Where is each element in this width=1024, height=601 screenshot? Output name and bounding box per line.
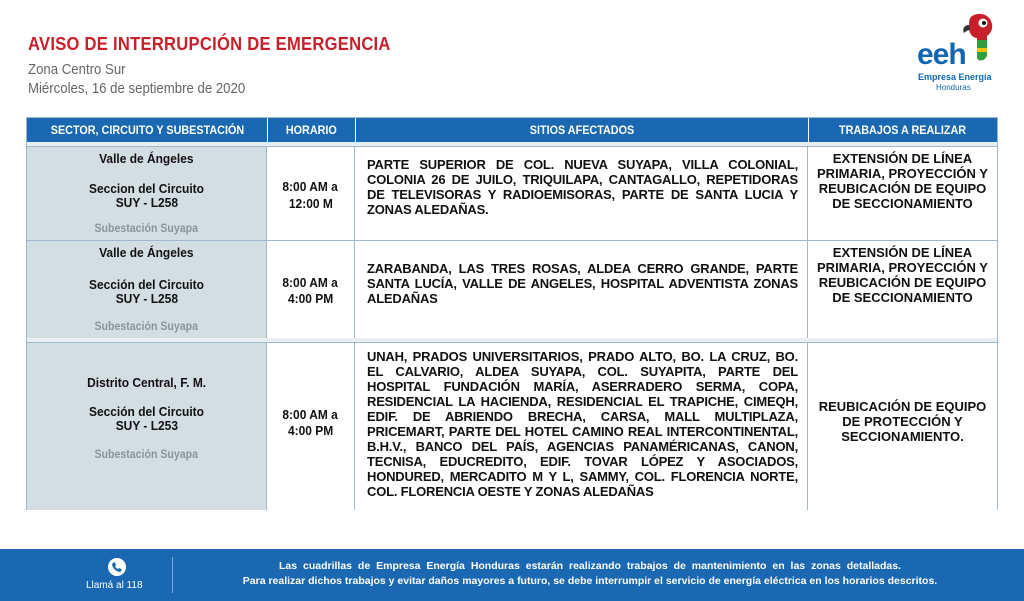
- works-cell: [808, 147, 997, 240]
- schedule-cell: [267, 343, 355, 510]
- schedule-cell: [267, 147, 355, 240]
- outage-table: [26, 117, 998, 510]
- table-row: [27, 342, 997, 510]
- footer-bar: [0, 549, 1024, 601]
- works-cell: [808, 241, 997, 338]
- substation-name: Subestación Suyapa: [94, 223, 199, 235]
- zone-label: Zona Centro Sur: [28, 61, 126, 78]
- notice-header: [28, 34, 422, 97]
- eeh-logo: [914, 12, 998, 100]
- header-sites: SITIOS AFECTADOS: [355, 118, 808, 142]
- time-end: 12:00 M: [288, 196, 333, 211]
- circuit-code: SUY - L258: [115, 195, 178, 210]
- logo-wordmark: eeh: [917, 38, 966, 71]
- header-schedule: HORARIO: [267, 118, 355, 142]
- sector-cell: [27, 147, 267, 240]
- sites-cell: [355, 343, 808, 510]
- phone-icon: [108, 558, 126, 576]
- date-label: Miércoles, 16 de septiembre de 2020: [28, 80, 246, 97]
- logo-country: Honduras: [936, 83, 971, 92]
- works-text: EXTENSIÓN DE LÍNEA PRIMARIA, PROYECCIÓN Y REUBICACIÓN DE EQUIPO DE SECCIONAMIENTO: [817, 151, 988, 211]
- sites-text: UNAH, PRADOS UNIVERSITARIOS, PRADO ALTO, BO. LA CRUZ, BO. EL CALVARIO, ALDEA SUYAPA, COL. SUYAPITA, PARTE DEL HOSPITAL FUNDACIÓN MARÍA, ASERRADERO SERMA, COPA, RESIDENCIAL LA HACIENDA, RESIDENCIAL EL TRAPICHE, CIMEQH, EDIF. DE ABRIENDO BRECHA, CARSA, MALL MULTIPLAZA, PRICEMART, PARTE DEL HOTEL CAMINO REAL INTERCONTINENTAL, B.H.V., BANCO DEL PAÍS, AGENCIAS PANAMÉRICANAS, CANON, TECNISA, EDUCREDITO, EDIF. TOVAR LÓPEZ Y ASOCIADOS, HONDURED, MERCADITO M Y L, SAMMY, COL. FLORENCIA NORTE, COL. FLORENCIA OESTE Y ZONAS ALEDAÑAS: [367, 349, 798, 499]
- header-works: TRABAJOS A REALIZAR: [808, 118, 997, 142]
- logo-company: Empresa Energía: [918, 72, 992, 82]
- works-text: EXTENSIÓN DE LÍNEA PRIMARIA, PROYECCIÓN Y REUBICACIÓN DE EQUIPO DE SECCIONAMIENTO: [817, 245, 988, 305]
- sites-cell: [355, 147, 808, 240]
- footer-message-2: Para realizar dichos trabajos y evitar daños mayores a futuro, se debe interrumpir el servicio de energía eléctrica en los horarios descritos.: [242, 575, 938, 587]
- circuit-label: Sección del Circuito: [88, 277, 204, 292]
- sector-cell: [27, 241, 267, 338]
- table-row: [27, 146, 997, 240]
- sites-text: ZARABANDA, LAS TRES ROSAS, ALDEA CERRO GRANDE, PARTE SANTA LUCÍA, VALLE DE ANGELES, HOSPITAL ADVENTISTA ZONAS ALEDAÑAS: [367, 261, 798, 306]
- footer-divider: [172, 557, 173, 593]
- substation-name: Subestación Suyapa: [94, 449, 199, 461]
- circuit-code: SUY - L258: [115, 291, 178, 306]
- time-start: 8:00 AM a: [282, 179, 339, 194]
- notice-title: AVISO DE INTERRUPCIÓN DE EMERGENCIA: [28, 34, 391, 54]
- works-cell: [808, 343, 997, 510]
- schedule-cell: [267, 241, 355, 338]
- substation-name: Subestación Suyapa: [94, 321, 199, 333]
- sector-name: Valle de Ángeles: [99, 151, 194, 166]
- works-text: REUBICACIÓN DE EQUIPO DE PROTECCIÓN Y SECCIONAMIENTO.: [818, 399, 987, 444]
- time-end: 4:00 PM: [287, 291, 334, 306]
- sector-cell: [27, 343, 267, 510]
- circuit-label: Seccion del Circuito: [88, 181, 204, 196]
- circuit-label: Sección del Circuito: [88, 404, 204, 419]
- time-start: 8:00 AM a: [282, 407, 339, 422]
- table-row: [27, 240, 997, 338]
- time-end: 4:00 PM: [287, 423, 334, 438]
- circuit-code: SUY - L253: [115, 418, 178, 433]
- footer-message-1: Las cuadrillas de Empresa Energía Honduras estarán realizando trabajos de mantenimiento en las zonas detalladas.: [278, 560, 902, 572]
- sites-text: PARTE SUPERIOR DE COL. NUEVA SUYAPA, VILLA COLONIAL, COLONIA 26 DE JUILO, TRIQUILAPA, CANTAGALLO, REPETIDORAS DE TELEVISORAS Y RADIOEMISORAS, PARTE DE SANTA LUCIA Y ZONAS ALEDAÑAS.: [367, 157, 798, 217]
- time-start: 8:00 AM a: [282, 275, 339, 290]
- sites-cell: [355, 241, 808, 338]
- sector-name: Valle de Ángeles: [99, 245, 194, 260]
- sector-name: Distrito Central, F. M.: [87, 375, 206, 390]
- phone-label: Llamá al 118: [86, 580, 143, 591]
- header-sector: SECTOR, CIRCUITO Y SUBESTACIÓN: [27, 118, 267, 142]
